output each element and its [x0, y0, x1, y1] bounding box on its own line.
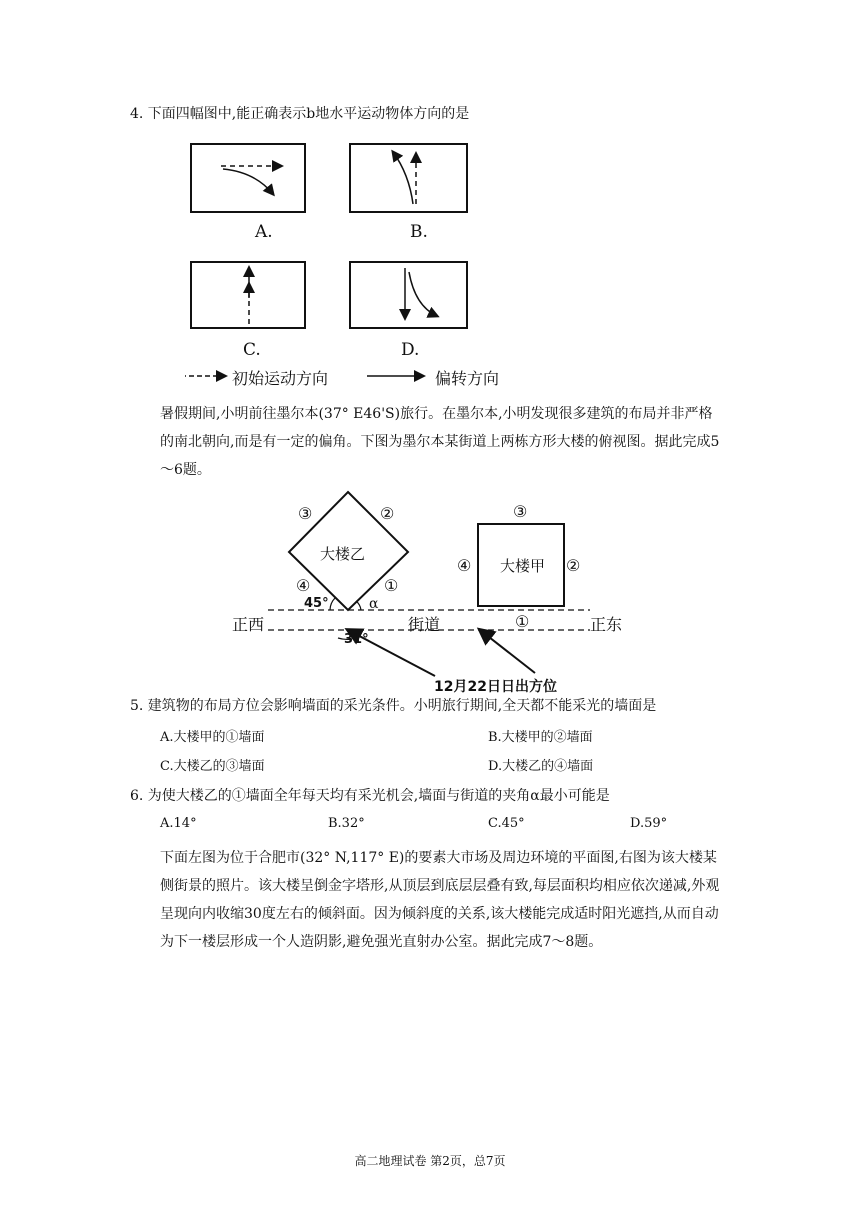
question-5-stem: 5. 建筑物的布局方位会影响墙面的采光条件。小明旅行期间,全天都不能采光的墙面是: [130, 698, 657, 714]
building-yi-label: 大楼乙: [320, 545, 366, 563]
panel-a: [191, 144, 305, 212]
page-footer: 高二地理试卷 第2页，总7页: [354, 1154, 506, 1168]
legend-deflect-label: 偏转方向: [435, 369, 500, 388]
panel-b-label: B.: [410, 222, 428, 242]
legend-initial-label: 初始运动方向: [232, 369, 329, 388]
q6-option-c: C.45°: [488, 816, 525, 831]
yi-wall-2: ②: [380, 504, 395, 523]
q4-figure: [185, 138, 485, 388]
question-6-stem: 6. 为使大楼乙的①墙面全年每天均有采光机会,墙面与街道的夹角α最小可能是: [130, 788, 610, 804]
passage-hefei: 下面左图为位于合肥市(32° N,117° E)的要素大市场及周边环境的平面图,右图为该大楼某侧街景的照片。该大楼呈倒金字塔形,从顶层到底层层叠有致,每层面积均相应依次递减,外观呈现向内收缩30度左右的倾斜面。因为倾斜度的关系,该大楼能完成适时阳光遮挡,从而自动为下一楼层形成一个人造阴影,避免强光直射办公室。据此完成7～8题。: [160, 850, 720, 950]
q5-option-a: A.大楼甲的①墙面: [160, 730, 265, 745]
jia-wall-1: ①: [515, 612, 530, 631]
angle-alpha-label: α: [369, 596, 379, 612]
angle-45-label: 45°: [304, 596, 329, 611]
yi-wall-4: ④: [296, 576, 311, 595]
q6-option-d: D.59°: [630, 816, 668, 831]
q5-option-c: C.大楼乙的③墙面: [160, 759, 265, 774]
panel-d: [350, 262, 467, 328]
street-label: 街道: [408, 615, 441, 634]
q5-option-b: B.大楼甲的②墙面: [488, 730, 593, 745]
q6-option-a: A.14°: [160, 816, 197, 831]
sunrise-label: 12月22日日出方位: [434, 679, 557, 695]
panel-c: [191, 262, 305, 328]
q6-option-b: B.32°: [328, 816, 365, 831]
yi-wall-3: ③: [298, 504, 313, 523]
due-east-label: 正东: [590, 615, 623, 634]
panel-c-label: C.: [243, 340, 261, 360]
jia-wall-2: ②: [566, 556, 581, 575]
yi-wall-1: ①: [384, 576, 399, 595]
angle-31-label: 31°: [344, 632, 369, 647]
building-jia-label: 大楼甲: [500, 557, 546, 575]
due-west-label: 正西: [232, 615, 265, 634]
question-4-stem: 4. 下面四幅图中,能正确表示b地水平运动物体方向的是: [130, 106, 470, 122]
jia-wall-3: ③: [513, 502, 528, 521]
passage-melbourne: 暑假期间,小明前往墨尔本(37° E46'S)旅行。在墨尔本,小明发现很多建筑的布局并非严格的南北朝向,而是有一定的偏角。下图为墨尔本某街道上两栋方形大楼的俯视图。据此完成5～6题。: [160, 406, 720, 478]
jia-wall-4: ④: [457, 556, 472, 575]
q5-option-d: D.大楼乙的④墙面: [488, 759, 594, 774]
panel-b: [350, 144, 467, 212]
panel-d-label: D.: [401, 340, 420, 360]
panel-a-label: A.: [255, 222, 273, 242]
building-diagram: [230, 488, 640, 698]
